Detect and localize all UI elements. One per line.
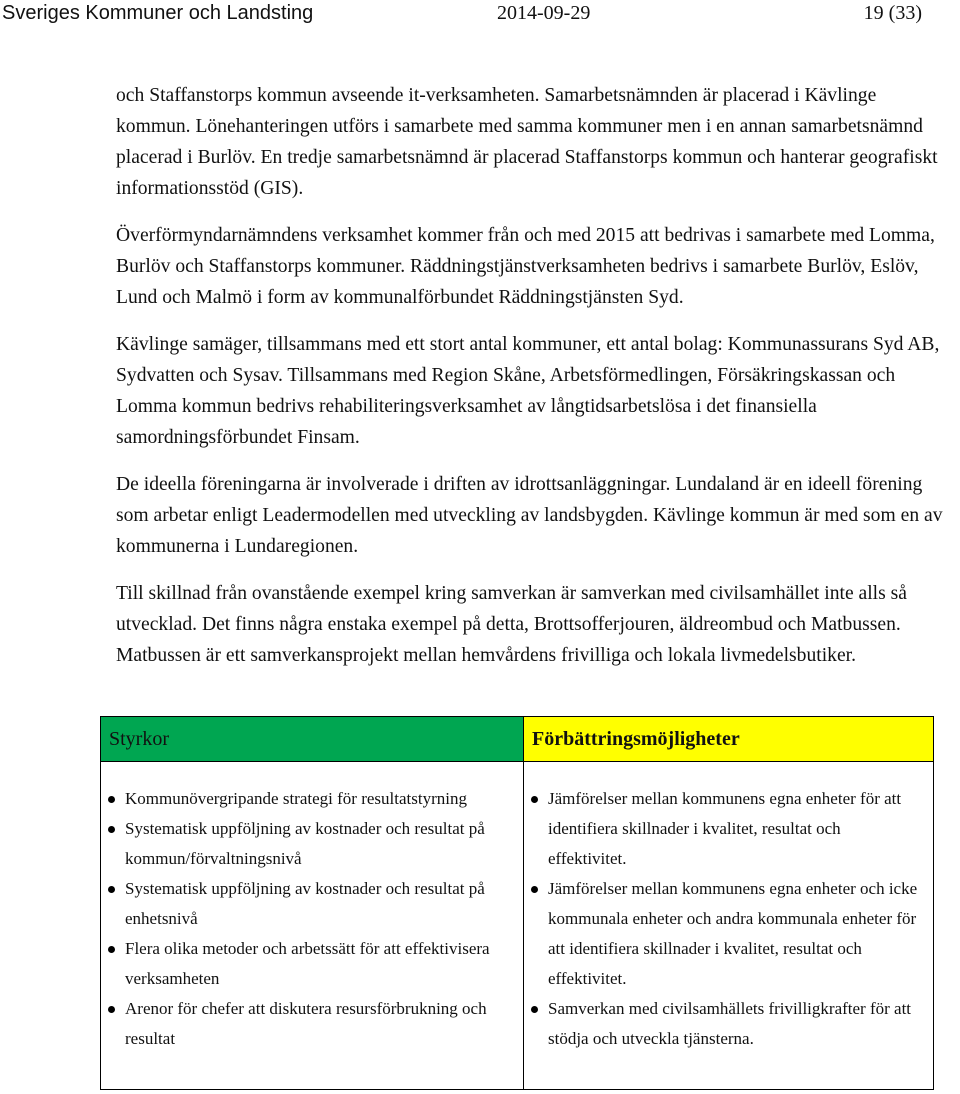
bullet-icon: [108, 796, 115, 803]
list-item: [101, 994, 513, 1054]
strengths-cell: [101, 762, 524, 1090]
improvement-text: Samverkan med civilsamhällets frivilligkrafter för att stödja och utveckla tjänsterna.: [548, 999, 912, 1048]
bullet-icon: [531, 1006, 538, 1013]
list-item: [101, 934, 513, 994]
strengths-list: [101, 762, 523, 1054]
improvements-list: [524, 762, 933, 1054]
paragraph: De ideella föreningarna är involverade i driften av idrottsanläggningar. Lundaland är en ideell förening som arbetar enligt Leadermodellen med utveckling av landsbygden. Kävlinge kommun är med som en av kommunerna i Lundaregionen.: [116, 474, 943, 557]
improvements-cell: [524, 762, 934, 1090]
improvement-text: Jämförelser mellan kommunens egna enheter och icke kommunala enheter och andra kommunala enheter för att identifiera skillnader i kvalitet, resultat och effektivitet.: [548, 879, 918, 988]
bullet-icon: [531, 886, 538, 893]
strength-text: Flera olika metoder och arbetssätt för att effektivisera verksamheten: [125, 939, 490, 988]
paragraph: och Staffanstorps kommun avseende it-verksamheten. Samarbetsnämnden är placerad i Kävlinge kommun. Lönehanteringen utförs i samarbete med samma kommuner men i en annan samarbetsnämnd placerad i Burlöv. En tredje samarbetsnämnd är placerad Staffanstorps kommun och hanterar geografiskt informationsstöd (GIS).: [116, 85, 938, 199]
list-item: [524, 874, 923, 994]
body-text: [116, 80, 946, 687]
bullet-icon: [108, 826, 115, 833]
bullet-icon: [108, 886, 115, 893]
header-page-number: 19 (33): [863, 2, 922, 24]
improvements-header: Förbättringsmöjligheter: [524, 717, 934, 762]
paragraph: Överförmyndarnämndens verksamhet kommer från och med 2015 att bedrivas i samarbete med Lomma, Burlöv och Staffanstorps kommuner. Räddningstjänstverksamheten bedrivs i samarbete Burlöv, Eslöv, Lund och Malmö i form av kommunalförbundet Räddningstjänsten Syd.: [116, 225, 935, 308]
bullet-icon: [108, 946, 115, 953]
bullet-icon: [531, 796, 538, 803]
strength-text: Arenor för chefer att diskutera resursförbrukning och resultat: [125, 999, 487, 1048]
list-item: [101, 784, 513, 814]
paragraph: Kävlinge samäger, tillsammans med ett stort antal kommuner, ett antal bolag: Kommunassurans Syd AB, Sydvatten och Sysav. Tillsammans med Region Skåne, Arbetsförmedlingen, Försäkringskassan och Lomma kommun bedrivs rehabiliteringsverksamhet av långtidsarbetslösa i det finansiella samordningsförbundet Finsam.: [116, 334, 940, 448]
paragraph: Till skillnad från ovanstående exempel kring samverkan är samverkan med civilsamhället inte alls så utvecklad. Det finns några enstaka exempel på detta, Brottsofferjouren, äldreombud och Matbussen. Matbussen är ett samverkansprojekt mellan hemvårdens frivilliga och lokala livmedelsbutiker.: [116, 583, 907, 666]
header-organization: Sveriges Kommuner och Landsting: [2, 2, 314, 24]
strength-text: Systematisk uppföljning av kostnader och resultat på enhetsnivå: [125, 879, 485, 928]
header-date: 2014-09-29: [497, 2, 591, 24]
improvement-text: Jämförelser mellan kommunens egna enheter för att identifiera skillnader i kvalitet, resultat och effektivitet.: [548, 789, 902, 868]
strength-text: Systematisk uppföljning av kostnader och resultat på kommun/förvaltningsnivå: [125, 819, 485, 868]
strengths-header: Styrkor: [101, 717, 524, 762]
strength-text: Kommunövergripande strategi för resultatstyrning: [125, 789, 467, 808]
list-item: [524, 784, 923, 874]
list-item: [101, 814, 513, 874]
bullet-icon: [108, 1006, 115, 1013]
list-item: [524, 994, 923, 1054]
strengths-improvements-table: [100, 716, 934, 1090]
page-header: [0, 0, 960, 30]
list-item: [101, 874, 513, 934]
